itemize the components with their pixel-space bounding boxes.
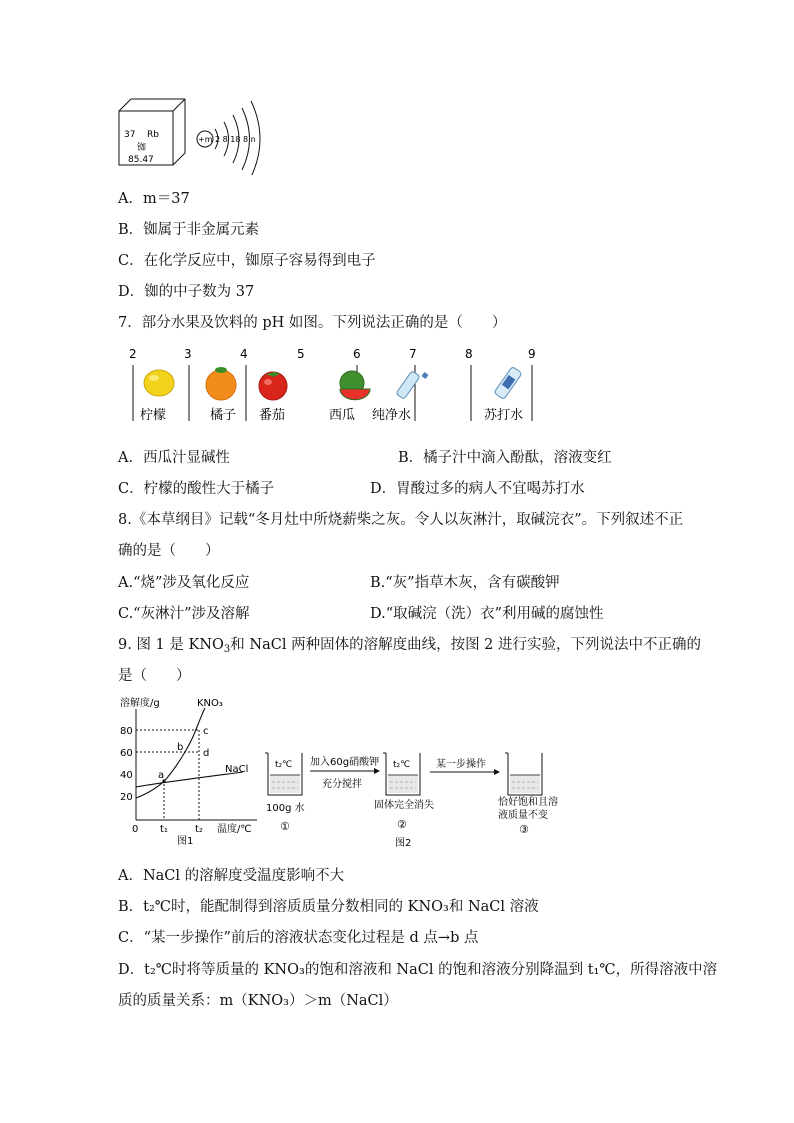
item-soda-water: 苏打水 bbox=[484, 408, 524, 423]
point-c: c bbox=[203, 726, 209, 737]
q7-option-b: B．橘子汁中滴入酚酞，溶液变红 bbox=[398, 450, 612, 466]
item-tomato: 番茄 bbox=[259, 408, 286, 423]
beaker-1-caption: 100g 水 bbox=[266, 803, 305, 814]
fig1-caption: 图1 bbox=[177, 836, 194, 847]
beaker-2 bbox=[383, 753, 420, 795]
ph-tick-4: 4 bbox=[240, 347, 248, 361]
ph-tick-8: 8 bbox=[465, 347, 473, 361]
arrow-2-top: 某一步操作 bbox=[436, 759, 486, 770]
solubility-curve-figure bbox=[117, 692, 267, 847]
q8-stem-line1: 8.《本草纲目》记载“冬月灶中所烧薪柴之灰。令人以灰淋汁，取碱浣衣”。下列叙述不正 bbox=[118, 512, 684, 528]
fig1-xlabel: 温度/℃ bbox=[217, 824, 252, 835]
q8-stem-line2: 确的是（ ） bbox=[118, 543, 220, 559]
element-mass: 85.47 bbox=[128, 155, 154, 165]
atom-structure bbox=[197, 101, 260, 175]
item-pure-water: 纯净水 bbox=[372, 408, 412, 423]
beaker-3 bbox=[505, 753, 542, 795]
beaker-3-caption-2: 液质量不变 bbox=[498, 810, 548, 821]
watermelon-icon bbox=[340, 371, 370, 400]
q8-option-d: D.“取碱浣（洗）衣”利用碱的腐蚀性 bbox=[370, 606, 604, 622]
beaker-1-number: ① bbox=[280, 820, 290, 833]
fig1-ytick-80: 80 bbox=[120, 726, 133, 737]
rubidium-figure bbox=[115, 95, 275, 175]
soda-water-bottle-icon bbox=[494, 366, 522, 399]
q7-option-d: D．胃酸过多的病人不宜喝苏打水 bbox=[370, 481, 585, 497]
ph-tick-5: 5 bbox=[297, 347, 305, 361]
lemon-icon bbox=[144, 370, 174, 396]
fig1-t2: t₂ bbox=[195, 824, 203, 835]
beaker-2-temp: t₂℃ bbox=[393, 760, 411, 770]
ph-tick-3: 3 bbox=[184, 347, 192, 361]
nucleus-charge: +m bbox=[198, 135, 213, 144]
point-b: b bbox=[177, 742, 184, 753]
q7-stem: 7．部分水果及饮料的 pH 如图。下列说法正确的是（ ） bbox=[118, 315, 507, 331]
point-d: d bbox=[203, 748, 210, 759]
q9-stem-line1 bbox=[118, 633, 701, 655]
ph-tick-6: 6 bbox=[353, 347, 361, 361]
ph-tick-7: 7 bbox=[409, 347, 417, 361]
beaker-1 bbox=[265, 753, 302, 795]
q9-option-c: C．“某一步操作”前后的溶液状态变化过程是 d 点→b 点 bbox=[118, 930, 479, 946]
q7-option-a: A．西瓜汁显碱性 bbox=[118, 450, 230, 466]
q8-option-a: A.“烧”涉及氧化反应 bbox=[118, 575, 250, 591]
orange-icon bbox=[206, 367, 236, 400]
beaker-2-caption: 固体完全消失 bbox=[374, 800, 434, 811]
arrow-1-bottom: 充分搅拌 bbox=[322, 779, 362, 790]
beaker-1-temp: t₂℃ bbox=[275, 760, 293, 770]
q9-option-d-line2: 质的质量关系：m（KNO₃）＞m（NaCl） bbox=[118, 993, 398, 1009]
q9-option-b: B．t₂℃时，能配制得到溶质质量分数相同的 KNO₃和 NaCl 溶液 bbox=[118, 899, 539, 915]
element-name: 铷 bbox=[137, 143, 147, 153]
q8-option-c: C.“灰淋汁”涉及溶解 bbox=[118, 606, 250, 622]
fig1-nacl-label: NaCl bbox=[225, 764, 249, 775]
electron-shells: 2 8 18 8 n bbox=[215, 135, 256, 144]
fig1-kno3-label: KNO₃ bbox=[197, 698, 223, 709]
q6-option-b: B．铷属于非金属元素 bbox=[118, 222, 260, 238]
beaker-2-number: ② bbox=[397, 818, 407, 831]
fig1-ytick-60: 60 bbox=[120, 748, 133, 759]
element-number: 37 bbox=[124, 130, 136, 140]
water-bottle-icon bbox=[396, 371, 429, 400]
fig1-t1: t₁ bbox=[160, 824, 168, 835]
beaker-3-number: ③ bbox=[519, 823, 529, 836]
q9-option-a: A．NaCl 的溶解度受温度影响不大 bbox=[118, 868, 345, 884]
ph-tick-2: 2 bbox=[129, 347, 137, 361]
item-watermelon: 西瓜 bbox=[329, 408, 356, 423]
ph-item-labels bbox=[140, 407, 523, 423]
arrow-1-top: 加入60g硝酸钾 bbox=[310, 757, 380, 768]
beaker-3-caption-1: 恰好饱和且溶 bbox=[498, 797, 558, 808]
item-lemon: 柠檬 bbox=[140, 408, 167, 423]
q9-stem-line2: 是（ ） bbox=[118, 668, 191, 684]
q6-option-d: D．铷的中子数为 37 bbox=[118, 284, 255, 300]
fig2-caption: 图2 bbox=[395, 838, 412, 849]
q7-option-c: C．柠檬的酸性大于橘子 bbox=[118, 481, 275, 497]
point-a: a bbox=[158, 770, 165, 781]
ph-tick-9: 9 bbox=[528, 347, 536, 361]
fig1-ylabel: 溶解度/g bbox=[120, 698, 160, 709]
q6-option-a: A．m＝37 bbox=[118, 191, 190, 207]
fig1-ytick-40: 40 bbox=[120, 770, 133, 781]
element-symbol: Rb bbox=[147, 130, 159, 140]
q9-stem-subscript: 3 bbox=[223, 644, 231, 655]
q8-option-b: B.“灰”指草木灰，含有碳酸钾 bbox=[370, 575, 560, 591]
tomato-icon bbox=[259, 372, 287, 400]
fig1-origin: 0 bbox=[132, 824, 139, 835]
fig1-ytick-20: 20 bbox=[120, 792, 133, 803]
ph-figure bbox=[120, 343, 540, 425]
q6-option-c: C．在化学反应中，铷原子容易得到电子 bbox=[118, 253, 376, 269]
experiment-flow-figure bbox=[262, 745, 582, 855]
item-orange: 橘子 bbox=[210, 408, 237, 423]
q9-option-d-line1: D．t₂℃时将等质量的 KNO₃的饱和溶液和 NaCl 的饱和溶液分别降温到 t₁℃，所得溶液中溶 bbox=[118, 962, 718, 978]
ph-scale bbox=[129, 347, 536, 361]
q9-stem-post: 和 NaCl 两种固体的溶解度曲线，按图 2 进行实验，下列说法中不正确的 bbox=[230, 637, 702, 653]
element-cell bbox=[119, 99, 185, 165]
q9-stem-pre: 9. 图 1 是 KNO bbox=[118, 637, 224, 653]
kno3-curve bbox=[136, 708, 205, 798]
